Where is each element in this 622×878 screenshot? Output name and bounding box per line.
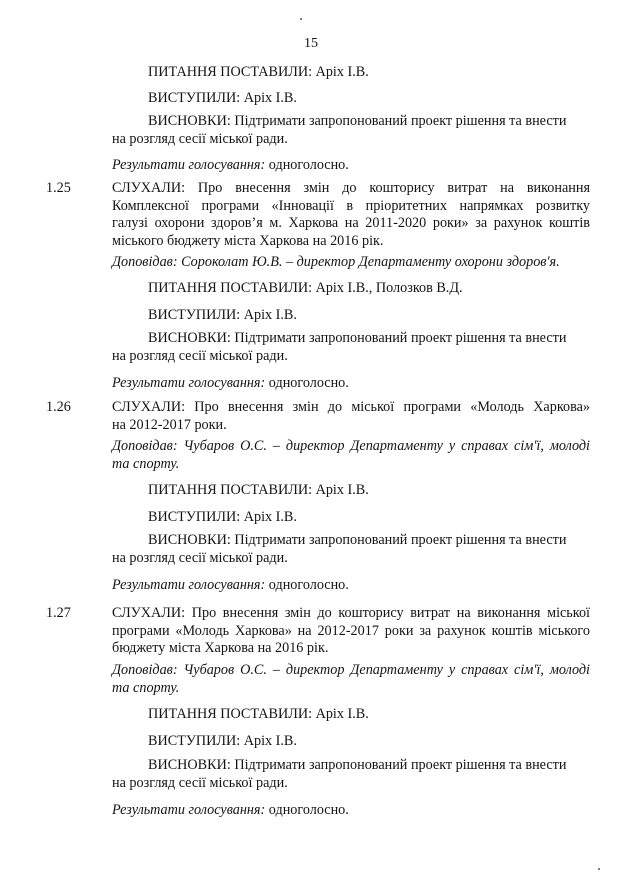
page-number: 15 — [304, 36, 318, 51]
conclusion-line: ВИСНОВКИ: Підтримати запропонований проект рішення та внести — [148, 757, 567, 773]
conclusion-line: на розгляд сесії міської ради. — [112, 347, 288, 364]
speakers-line: ВИСТУПИЛИ: Аріх І.В. — [148, 90, 297, 106]
reporter-line: та спорту. — [112, 455, 180, 472]
conclusion-line: ВИСНОВКИ: Підтримати запропонований проект рішення та внести — [148, 113, 567, 129]
heard-paragraph — [112, 399, 590, 434]
voting-result-label: Результати голосування: — [112, 375, 266, 391]
conclusion-line: на розгляд сесії міської ради. — [112, 774, 288, 791]
conclusion-paragraph — [112, 330, 590, 365]
voting-result-value: одноголосно. — [268, 802, 349, 818]
conclusion-line: ВИСНОВКИ: Підтримати запропонований проект рішення та внести — [148, 330, 567, 346]
conclusion-line: на розгляд сесії міської ради. — [112, 130, 288, 147]
heard-line: Комплексної програми «Інновації в пріоритетних напрямках розвитку — [112, 197, 590, 214]
conclusion-line: на розгляд сесії міської ради. — [112, 549, 288, 566]
voting-result — [112, 802, 349, 819]
voting-result-value: одноголосно. — [268, 157, 349, 173]
heard-line: СЛУХАЛИ: Про внесення змін до міської програми «Молодь Харкова» — [112, 399, 590, 415]
scan-speck — [300, 18, 302, 20]
scan-speck — [598, 868, 600, 870]
conclusion-paragraph — [112, 532, 590, 567]
questions-line: ПИТАННЯ ПОСТАВИЛИ: Аріх І.В., Полозков В.Д. — [148, 280, 463, 296]
item-number: 1.26 — [46, 399, 71, 415]
item-number: 1.25 — [46, 180, 71, 196]
conclusion-paragraph — [112, 757, 590, 792]
voting-result-value: одноголосно. — [268, 577, 349, 593]
questions-line: ПИТАННЯ ПОСТАВИЛИ: Аріх І.В. — [148, 706, 369, 722]
heard-line: СЛУХАЛИ: Про внесення змін до кошторису витрат на виконання міської — [112, 605, 590, 621]
heard-line: СЛУХАЛИ: Про внесення змін до кошторису витрат на виконання — [112, 180, 590, 196]
voting-result-label: Результати голосування: — [112, 157, 266, 173]
heard-line: програми «Молодь Харкова» на 2012-2017 роки за рахунок коштів міського — [112, 622, 590, 639]
voting-result-label: Результати голосування: — [112, 577, 266, 593]
speakers-line: ВИСТУПИЛИ: Аріх І.В. — [148, 307, 297, 323]
item-number: 1.27 — [46, 605, 71, 621]
voting-result — [112, 375, 349, 392]
conclusion-paragraph — [112, 113, 590, 148]
voting-result — [112, 577, 349, 594]
speakers-line: ВИСТУПИЛИ: Аріх І.В. — [148, 509, 297, 525]
conclusion-line: ВИСНОВКИ: Підтримати запропонований проект рішення та внести — [148, 532, 567, 548]
reporter-paragraph — [112, 662, 590, 697]
voting-result-value: одноголосно. — [268, 375, 349, 391]
heard-line: на 2012-2017 роки. — [112, 416, 227, 433]
heard-paragraph — [112, 180, 590, 250]
reporter-paragraph — [112, 438, 590, 473]
voting-result-label: Результати голосування: — [112, 802, 266, 818]
heard-line: бюджету міста Харкова на 2016 рік. — [112, 640, 329, 656]
questions-line: ПИТАННЯ ПОСТАВИЛИ: Аріх І.В. — [148, 482, 369, 498]
speakers-line: ВИСТУПИЛИ: Аріх І.В. — [148, 733, 297, 749]
heard-paragraph — [112, 605, 590, 658]
voting-result — [112, 157, 349, 174]
reporter-line: Доповідав: Чубаров О.С. – директор Департаменту у справах сім'ї, молоді — [112, 662, 590, 678]
reporter-paragraph — [112, 254, 590, 272]
reporter-line: та спорту. — [112, 679, 180, 696]
heard-line: галузі охорони здоров’я м. Харкова на 2011-2020 роки» за рахунок коштів — [112, 215, 590, 231]
reporter-line: Доповідав: Чубаров О.С. – директор Департаменту у справах сім'ї, молоді — [112, 438, 590, 454]
reporter-line: Доповідав: Сороколат Ю.В. – директор Департаменту охорони здоров'я. — [112, 254, 560, 270]
questions-line: ПИТАННЯ ПОСТАВИЛИ: Аріх І.В. — [148, 64, 369, 80]
heard-line: міського бюджету міста Харкова на 2016 рік. — [112, 232, 384, 249]
